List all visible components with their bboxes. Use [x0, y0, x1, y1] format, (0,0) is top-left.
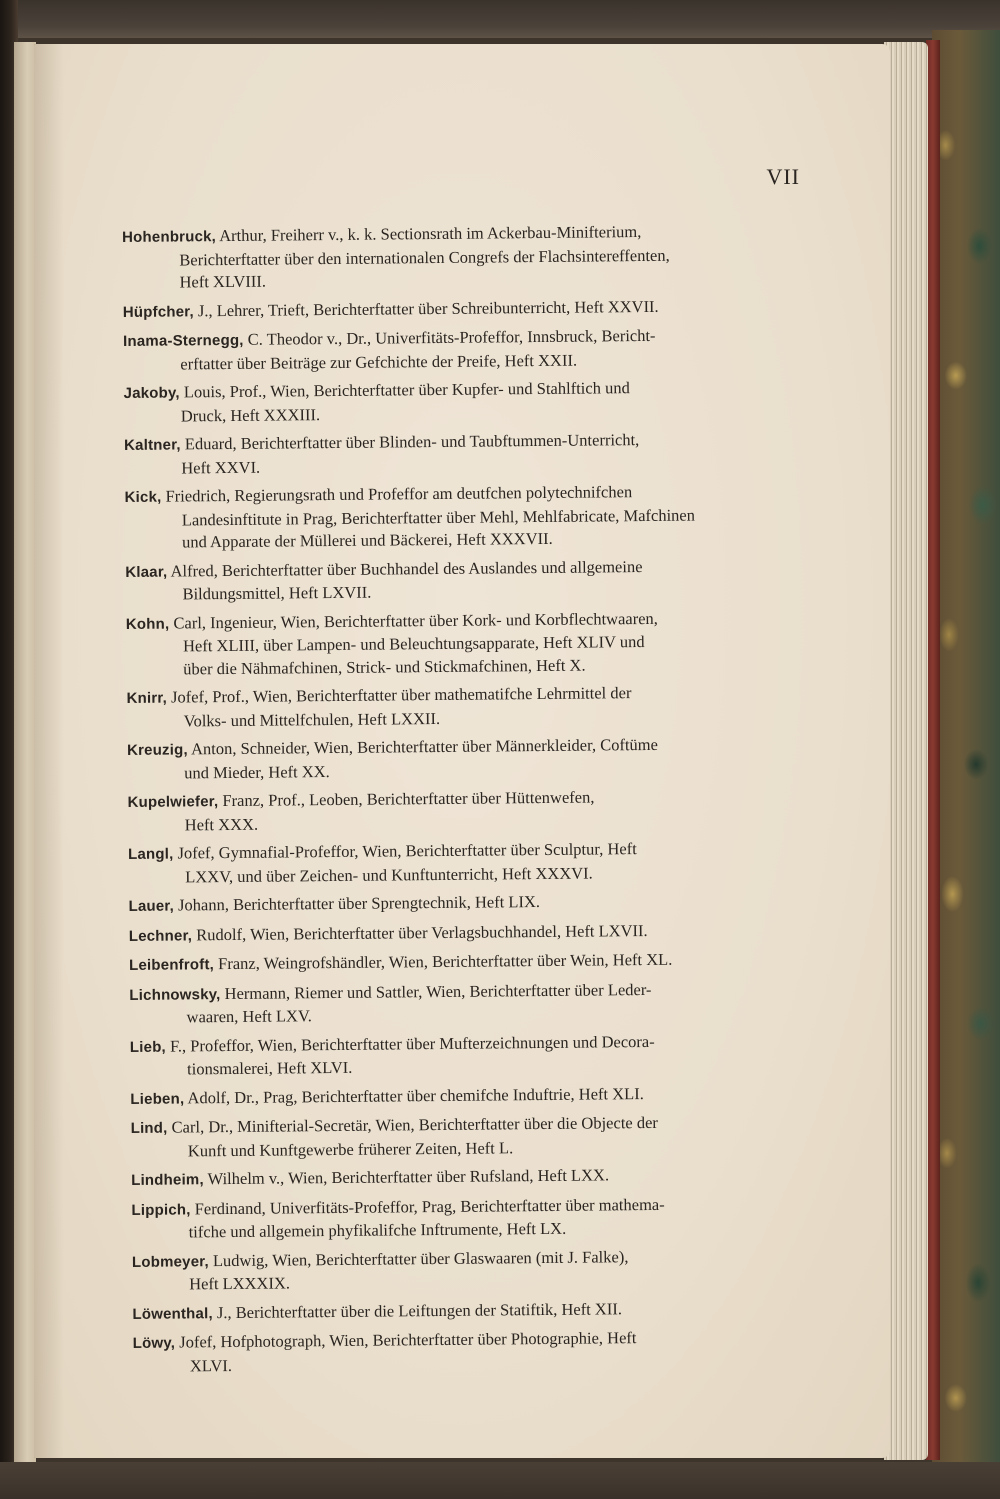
book-page — [34, 44, 890, 1458]
entry-name: Lindheim, — [131, 1171, 204, 1189]
entry-name: Leibenfroft, — [129, 956, 215, 974]
list-item — [128, 889, 792, 919]
list-item — [132, 1244, 796, 1296]
entry-name: Langl, — [127, 845, 174, 863]
entry-text: Louis, Prof., Wien, Berichterftatter über Kupfer- und Stahlftich und Druck, Heft XXXIII. — [179, 378, 630, 425]
entry-name: Hohenbruck, — [122, 228, 217, 246]
entry-name: Lichnowsky, — [129, 985, 221, 1004]
scan-top-edge — [0, 0, 1000, 38]
entry-text: Adolf, Dr., Prag, Berichterftatter über chemifche Induftrie, Heft XLI. — [184, 1083, 644, 1107]
entry-name: Lind, — [130, 1119, 168, 1137]
entry-text: Anton, Schneider, Wien, Berichterftatter über Männerkleider, Coftüme und Mieder, Heft XX. — [184, 734, 658, 782]
entry-text: Jofef, Prof., Wien, Berichterftatter über mathematifche Lehrmittel der Volks- und Mittelfchulen, Heft LXXII. — [166, 683, 632, 730]
entry-text: Friedrich, Regierungsrath und Profeffor am deutfchen polytechnifchen Landesinftitute in Prag, Berichterftatter über Mehl, Mehlfabricate, Mafchinen und Apparate der Müllerei und Bäckerei, Heft XXXVII. — [161, 482, 696, 552]
entry-text: Johann, Berichterftatter über Sprengtechnik, Heft LIX. — [173, 892, 541, 915]
entry-text: J., Lehrer, Trieft, Berichterftatter über Schreibunterricht, Heft XXVII. — [193, 296, 659, 320]
entry-text: Carl, Dr., Minifterial-Secretär, Wien, Berichterftatter über die Objecte der Kunft und Kunftgewerbe früherer Zeiten, Heft L. — [167, 1112, 658, 1160]
entry-text: Wilhelm v., Wien, Berichterftatter über Rufsland, Heft LXX. — [203, 1165, 610, 1189]
list-item — [124, 428, 788, 480]
entry-name: Kaltner, — [124, 436, 181, 454]
list-item — [131, 1192, 795, 1244]
entry-text: Rudolf, Wien, Berichterftatter über Verlagsbuchhandel, Heft LXVII. — [192, 920, 648, 944]
list-item — [130, 1081, 794, 1111]
entry-text: Carl, Ingenieur, Wien, Berichterftatter über Kork- und Korbflechtwaaren, Heft XLIII, über Lampen- und Beleuchtungsapparate, Heft XLIV und über die Nähmafchinen, Strick- und Stickmafchinen, Heft X. — [169, 608, 658, 678]
entry-text: C. Theodor v., Dr., Univerfitäts-Profeffor, Innsbruck, Bericht- erftatter über Beiträge zur Gefchichte der Preife, Heft XXII. — [180, 325, 656, 373]
scan-bottom-edge — [0, 1462, 1000, 1499]
entry-text: Ferdinand, Univerfitäts-Profeffor, Prag, Berichterftatter über mathema- tifche und allgemein phyfikalifche Inftrumente, Heft LX. — [188, 1194, 665, 1242]
entry-text: J., Berichterftatter über die Leiftungen der Statiftik, Heft XII. — [212, 1298, 622, 1322]
entry-name: Hüpfcher, — [122, 302, 194, 321]
page-stack-edge — [884, 42, 928, 1460]
entry-name: Löwy, — [132, 1334, 176, 1352]
list-item — [129, 948, 793, 978]
list-item — [123, 324, 787, 376]
list-item — [125, 554, 789, 606]
entry-text: Jofef, Gymnafial-Profeffor, Wien, Berichterftatter über Sculptur, Heft LXXV, und über Zeichen- und Kunftunterricht, Heft XXXVI. — [173, 839, 637, 886]
entry-name: Kupelwiefer, — [127, 793, 219, 811]
entry-text: F., Profeffor, Wien, Berichterftatter über Mufterzeichnungen und Decora- tionsmalerei, Heft XLVI. — [165, 1031, 655, 1079]
entry-name: Lieb, — [129, 1038, 166, 1056]
list-item — [128, 837, 792, 889]
entry-name: Knirr, — [126, 689, 168, 707]
list-item — [132, 1296, 796, 1326]
entry-text: Hermann, Riemer und Sattler, Wien, Berichterftatter über Leder- waaren, Heft LXV. — [186, 979, 652, 1027]
list-item — [124, 480, 789, 555]
marbled-cover — [932, 30, 1000, 1470]
list-item — [123, 376, 787, 428]
entry-text: Franz, Prof., Leoben, Berichterftatter über Hüttenwefen, Heft XXX. — [184, 787, 595, 834]
entry-name: Jakoby, — [123, 384, 180, 402]
entry-text: Arthur, Freiherr v., k. k. Sectionsrath im Ackerbau-Minifterium, Berichterftatter über den internationalen Congrefs der Flachsintereffenten, Heft XLVIII. — [179, 222, 670, 292]
list-item — [127, 733, 791, 785]
entry-name: Kreuzig, — [126, 741, 188, 759]
entry-name: Lobmeyer, — [131, 1252, 209, 1271]
list-item — [130, 1029, 794, 1081]
list-item — [122, 220, 787, 295]
list-item — [127, 785, 791, 837]
entry-text: Franz, Weingrofshändler, Wien, Berichterftatter über Wein, Heft XL. — [213, 949, 673, 974]
red-spine-strip — [926, 40, 940, 1460]
entry-text: Jofef, Hofphotograph, Wien, Berichterftatter über Photographie, Heft XLVI. — [175, 1328, 637, 1375]
entry-name: Lechner, — [128, 926, 193, 945]
entry-name: Löwenthal, — [132, 1304, 213, 1323]
entry-name: Kick, — [124, 488, 162, 506]
list-item — [131, 1111, 795, 1163]
entry-name: Klaar, — [125, 563, 168, 581]
list-item — [129, 918, 793, 948]
list-item — [129, 977, 793, 1029]
list-item — [126, 681, 790, 733]
entry-text: Alfred, Berichterftatter über Buchhandel des Auslandes und allgemeine Bildungsmittel, Heft LXVII. — [167, 556, 643, 604]
list-item — [126, 606, 791, 681]
list-item — [131, 1163, 795, 1193]
entry-name: Inama-Sternegg, — [123, 331, 244, 350]
entry-name: Lippich, — [131, 1200, 191, 1219]
entry-name: Kohn, — [125, 615, 170, 633]
list-item — [123, 294, 787, 324]
left-page-sliver — [14, 42, 36, 1462]
entry-name: Lieben, — [130, 1089, 185, 1108]
entry-name: Lauer, — [128, 897, 175, 915]
entry-text: Ludwig, Wien, Berichterftatter über Glaswaaren (mit J. Falke), Heft LXXXIX. — [189, 1246, 629, 1294]
contributor-list — [122, 220, 797, 1384]
entry-text: Eduard, Berichterftatter über Blinden- und Taubftummen-Unterricht, Heft XXVI. — [180, 430, 640, 477]
page-number: VII — [766, 164, 800, 189]
list-item — [133, 1326, 797, 1378]
